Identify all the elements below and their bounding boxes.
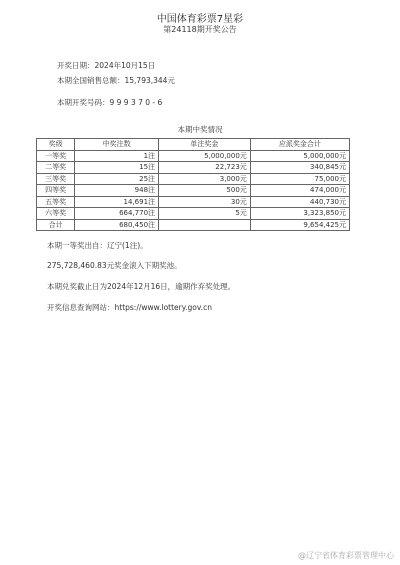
jackpot-origin: 本期一等奖出自：辽宁(1注)。 — [47, 241, 148, 250]
lottery-website-link[interactable]: 开奖信息查询网站：https://www.lottery.gov.cn — [47, 303, 212, 312]
prize-total: 474,000元 — [250, 185, 349, 197]
prize-total: 3,323,850元 — [250, 208, 349, 220]
draw-date: 开奖日期：2024年10月15日 — [57, 61, 156, 70]
total-amount-empty — [159, 219, 251, 231]
prize-level: 三等奖 — [37, 173, 75, 185]
prize-table — [36, 138, 350, 231]
jackpot-pool: 275,728,460.83元奖金滚入下期奖池。 — [47, 261, 182, 270]
prize-table-title: 本期中奖情况 — [177, 125, 223, 134]
header-cell: 中奖注数 — [75, 139, 159, 151]
winner-count: 25注 — [75, 173, 159, 185]
prize-total: 440,730元 — [250, 196, 349, 208]
table-header-row — [37, 139, 350, 151]
prize-level: 四等奖 — [37, 185, 75, 197]
table-row — [37, 150, 350, 162]
prize-amount: 5,000,000元 — [159, 150, 251, 162]
prize-total: 75,000元 — [250, 173, 349, 185]
table-total-row — [37, 219, 350, 231]
header-cell: 奖级 — [37, 139, 75, 151]
prize-amount: 3,000元 — [159, 173, 251, 185]
prize-level: 一等奖 — [37, 150, 75, 162]
prize-amount: 5元 — [159, 208, 251, 220]
prize-total: 340,845元 — [250, 162, 349, 174]
table-row — [37, 196, 350, 208]
prize-level: 五等奖 — [37, 196, 75, 208]
table-row — [37, 185, 350, 197]
prize-amount: 30元 — [159, 196, 251, 208]
table-row — [37, 173, 350, 185]
prize-amount: 22,723元 — [159, 162, 251, 174]
prize-total: 5,000,000元 — [250, 150, 349, 162]
sales-total: 本期全国销售总额：15,793,344元 — [57, 76, 175, 85]
table-row — [37, 208, 350, 220]
winner-count: 14,691注 — [75, 196, 159, 208]
table-row — [37, 162, 350, 174]
weibo-watermark: @辽宁省体育彩票管理中心 — [298, 551, 394, 560]
total-label: 合计 — [37, 219, 75, 231]
page-title: 中国体育彩票7星彩 — [156, 14, 244, 25]
winner-count: 664,770注 — [75, 208, 159, 220]
issue-subtitle: 第24118期开奖公告 — [163, 25, 237, 34]
prize-level: 六等奖 — [37, 208, 75, 220]
winner-count: 1注 — [75, 150, 159, 162]
winner-count: 948注 — [75, 185, 159, 197]
prize-level: 二等奖 — [37, 162, 75, 174]
winner-count: 15注 — [75, 162, 159, 174]
total-sum: 9,654,425元 — [250, 219, 349, 231]
prize-amount: 500元 — [159, 185, 251, 197]
total-count: 680,450注 — [75, 219, 159, 231]
header-cell: 单注奖金 — [159, 139, 251, 151]
winning-numbers: 本期开奖号码：9 9 9 3 7 0 - 6 — [57, 98, 163, 107]
header-cell: 应派奖金合计 — [250, 139, 349, 151]
claim-deadline: 本期兑奖截止日为2024年12月16日，逾期作弃奖处理。 — [47, 282, 236, 291]
